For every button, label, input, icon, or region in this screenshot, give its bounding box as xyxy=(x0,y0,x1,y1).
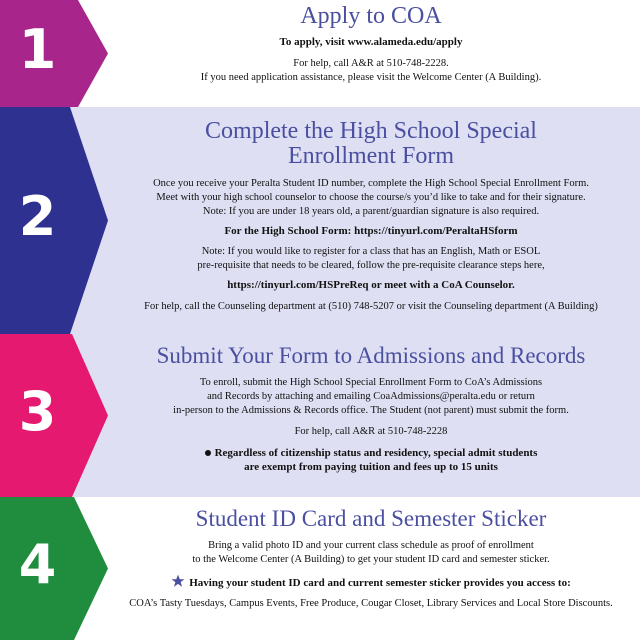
tuition-bullet-line-2: are exempt from paying tuition and fees up to 15 units xyxy=(244,461,498,474)
step-4-paragraph-2: to the Welcome Center (A Building) to get your student ID card and semester sticker. xyxy=(192,554,550,565)
step-2-note-1: Note: If you would like to register for a class that has an English, Math or ESOL xyxy=(201,246,541,258)
step-2-title xyxy=(112,119,630,169)
step-2-number: 2 xyxy=(18,185,58,248)
step-2-note-2: pre-requisite that needs to be cleared, follow the pre-requisite clearance steps here, xyxy=(197,260,545,272)
step-3-arrow xyxy=(0,334,112,497)
step-1-assist-line: If you need application assistance, please visit the Welcome Center (A Building). xyxy=(200,71,542,83)
step-4-title: Student ID Card and Semester Sticker xyxy=(195,506,547,531)
star-icon xyxy=(171,574,185,593)
hs-form-link[interactable]: For the High School Form: https://tinyurl.com/PeraltaHSform xyxy=(224,224,518,237)
access-line-text: Having your student ID card and current semester sticker provides you access to: xyxy=(189,576,571,589)
step-4-paragraph-1: Bring a valid photo ID and your current class schedule as proof of enrollment xyxy=(208,540,534,552)
step-4-number: 4 xyxy=(18,533,58,596)
step-4-section xyxy=(0,497,640,640)
step-2-title-line-1: Complete the High School Special xyxy=(205,118,537,144)
step-2-paragraph-1: Once you receive your Peralta Student ID number, complete the High School Special Enrollment Form. xyxy=(153,178,589,190)
step-3-title: Submit Your Form to Admissions and Records xyxy=(156,343,586,368)
step-1-help-line: For help, call A&R at 510-748-2228. xyxy=(293,57,449,69)
access-line xyxy=(112,574,630,593)
step-1-number: 1 xyxy=(18,18,58,81)
step-3-number: 3 xyxy=(18,380,58,443)
step-3-help-line: For help, call A&R at 510-748-2228 xyxy=(294,425,448,437)
step-2-arrow xyxy=(0,107,112,334)
prereq-link[interactable]: https://tinyurl.com/HSPreReq or meet with a CoA Counselor. xyxy=(227,279,515,292)
step-2-help-line: For help, call the Counseling department at (510) 748-5207 or visit the Counseling department (A Building) xyxy=(144,300,598,312)
step-3-section xyxy=(0,334,640,497)
tuition-bullet xyxy=(112,446,630,461)
step-3-paragraph-1: To enroll, submit the High School Special Enrollment Form to CoA’s Admissions xyxy=(199,377,543,389)
step-1-section xyxy=(0,0,640,107)
step-3-paragraph-3: in-person to the Admissions & Records office. The Student (not parent) must submit the form. xyxy=(173,404,569,416)
step-1-content xyxy=(112,4,630,84)
step-2-content xyxy=(112,119,630,314)
step-4-content xyxy=(112,507,630,611)
apply-link-line[interactable]: To apply, visit www.alameda.edu/apply xyxy=(279,36,463,49)
step-2-title-line-2: Enrollment Form xyxy=(288,143,454,170)
step-2-paragraph-2: Meet with your high school counselor to choose the course/s you’d like to take and for their signature. xyxy=(156,192,586,204)
step-1-arrow xyxy=(0,0,112,107)
step-2-section xyxy=(0,107,640,334)
tuition-bullet-line-1: Regardless of citizenship status and residency, special admit students xyxy=(214,446,538,459)
bullet-dot-icon xyxy=(205,450,211,456)
benefits-line: COA’s Tasty Tuesdays, Campus Events, Free Produce, Cougar Closet, Library Services and Local Store Discounts. xyxy=(129,598,613,610)
step-3-content xyxy=(112,344,630,475)
step-3-paragraph-2: and Records by attaching and emailing CoaAdmissions@peralta.edu or return xyxy=(207,391,535,402)
step-2-paragraph-3: Note: If you are under 18 years old, a parent/guardian signature is also required. xyxy=(202,206,540,218)
step-1-title: Apply to COA xyxy=(300,3,442,29)
step-4-arrow xyxy=(0,497,112,640)
